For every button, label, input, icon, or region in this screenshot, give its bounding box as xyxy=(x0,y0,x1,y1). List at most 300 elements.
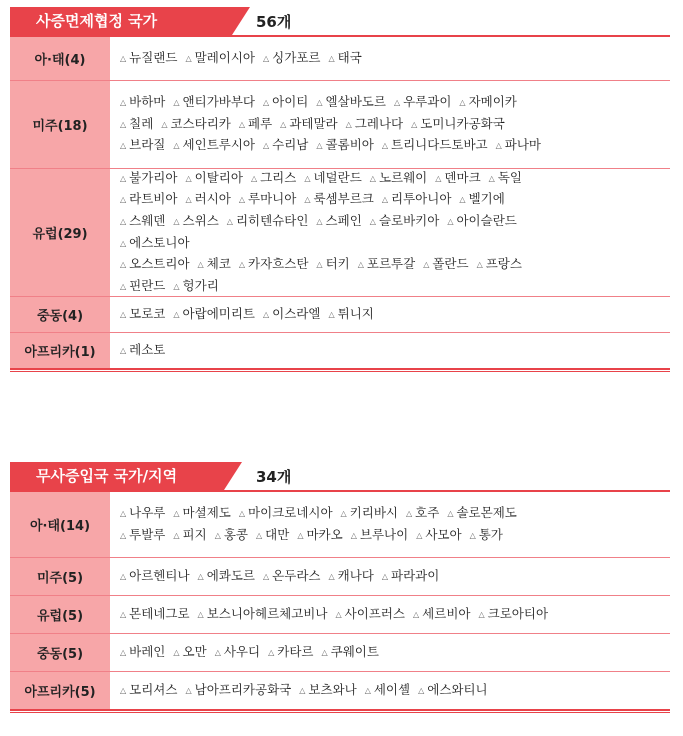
triangle-bullet-icon: △ xyxy=(393,98,401,108)
country-name: 보스니아헤르체고비나 xyxy=(206,605,328,621)
triangle-bullet-icon: △ xyxy=(268,647,275,657)
country-name: 이스라엘 xyxy=(272,305,321,321)
country-item xyxy=(120,92,165,114)
country-item xyxy=(489,168,522,190)
country-item xyxy=(346,114,403,136)
region-label: 아·태(14) xyxy=(10,492,110,557)
country-name: 남아프리카공화국 xyxy=(194,681,292,697)
triangle-bullet-icon: △ xyxy=(185,53,192,63)
country-name: 몬테네그로 xyxy=(129,605,190,621)
country-item xyxy=(198,566,255,588)
country-table xyxy=(10,37,670,369)
country-name: 과테말라 xyxy=(289,115,338,131)
country-item xyxy=(316,254,349,276)
section-header xyxy=(10,7,670,35)
country-item xyxy=(198,604,328,626)
country-name: 카타르 xyxy=(277,643,314,659)
triangle-bullet-icon: △ xyxy=(173,216,180,226)
country-item xyxy=(120,135,165,157)
visa-waiver-agreement-section xyxy=(10,7,670,373)
triangle-bullet-icon: △ xyxy=(316,141,323,151)
country-item xyxy=(365,680,410,702)
country-name: 아이슬란드 xyxy=(456,212,517,228)
country-item xyxy=(173,135,255,157)
triangle-bullet-icon: △ xyxy=(173,647,180,657)
country-item xyxy=(173,276,218,298)
triangle-bullet-icon: △ xyxy=(214,530,221,540)
triangle-bullet-icon: △ xyxy=(120,309,127,319)
country-name: 파나마 xyxy=(504,137,542,153)
triangle-bullet-icon: △ xyxy=(478,609,485,619)
country-name: 세인트루시아 xyxy=(182,137,255,153)
country-list xyxy=(110,558,670,595)
triangle-bullet-icon: △ xyxy=(238,260,246,270)
country-item xyxy=(394,92,451,114)
country-item xyxy=(316,135,373,157)
country-name: 아랍에미리트 xyxy=(182,305,255,321)
triangle-bullet-icon: △ xyxy=(185,173,192,183)
triangle-bullet-icon: △ xyxy=(173,98,180,108)
triangle-bullet-icon: △ xyxy=(381,195,389,205)
country-name: 콜롬비아 xyxy=(325,137,374,153)
country-list xyxy=(110,596,670,633)
country-item xyxy=(413,604,470,626)
country-name: 헝가리 xyxy=(182,277,219,293)
country-name: 스위스 xyxy=(182,212,219,228)
country-item xyxy=(477,254,522,276)
country-name: 불가리아 xyxy=(129,169,178,185)
country-item xyxy=(335,604,405,626)
country-name: 에스와티니 xyxy=(427,681,488,697)
country-item xyxy=(185,680,291,702)
triangle-bullet-icon: △ xyxy=(299,685,306,695)
country-item xyxy=(416,525,461,547)
triangle-bullet-icon: △ xyxy=(263,571,270,581)
triangle-bullet-icon: △ xyxy=(488,173,495,183)
country-name: 레소토 xyxy=(129,341,166,357)
table-end-rule xyxy=(10,369,670,373)
region-row xyxy=(10,634,670,672)
country-name: 터키 xyxy=(325,256,350,272)
country-name: 세르비아 xyxy=(422,605,471,621)
triangle-bullet-icon: △ xyxy=(340,508,347,518)
country-name: 이탈리아 xyxy=(194,169,243,185)
triangle-bullet-icon: △ xyxy=(369,173,376,183)
country-item xyxy=(120,642,165,664)
triangle-bullet-icon: △ xyxy=(173,530,180,540)
country-item xyxy=(120,604,190,626)
region-row xyxy=(10,672,670,709)
country-name: 싱가포르 xyxy=(272,49,321,65)
country-item xyxy=(161,114,231,136)
country-item xyxy=(173,525,206,547)
country-item xyxy=(263,135,308,157)
triangle-bullet-icon: △ xyxy=(238,119,246,129)
region-row xyxy=(10,37,670,81)
country-name: 덴마크 xyxy=(444,169,481,185)
country-name: 카자흐스탄 xyxy=(248,256,309,272)
triangle-bullet-icon: △ xyxy=(357,260,364,270)
region-label: 아프리카(1) xyxy=(10,333,110,368)
country-name: 튀니지 xyxy=(337,305,374,321)
country-item xyxy=(435,168,480,190)
country-item xyxy=(304,168,361,190)
section-count: 56개 xyxy=(256,13,292,31)
country-item xyxy=(370,168,427,190)
country-item xyxy=(120,211,165,233)
triangle-bullet-icon: △ xyxy=(120,195,127,205)
triangle-bullet-icon: △ xyxy=(120,508,127,518)
country-name: 수리남 xyxy=(272,137,309,153)
country-item xyxy=(268,642,313,664)
region-row xyxy=(10,558,670,596)
country-item xyxy=(263,566,320,588)
country-name: 노르웨이 xyxy=(378,169,428,185)
country-name: 호주 xyxy=(415,504,440,520)
triangle-bullet-icon: △ xyxy=(250,173,258,183)
country-name: 러시아 xyxy=(194,191,231,207)
country-item xyxy=(496,135,541,157)
country-item xyxy=(215,525,248,547)
country-name: 자메이카 xyxy=(468,94,517,110)
country-item xyxy=(411,114,505,136)
region-label: 미주(18) xyxy=(10,81,110,168)
country-table xyxy=(10,492,670,710)
country-item xyxy=(239,114,272,136)
country-name: 말레이시아 xyxy=(194,49,256,65)
country-name: 사우디 xyxy=(223,643,261,659)
triangle-bullet-icon: △ xyxy=(120,173,127,183)
country-list xyxy=(110,81,670,168)
country-name: 에스토니아 xyxy=(129,234,190,250)
triangle-bullet-icon: △ xyxy=(120,119,127,129)
table-end-rule xyxy=(10,710,670,714)
triangle-bullet-icon: △ xyxy=(435,173,442,183)
country-name: 브루나이 xyxy=(359,526,409,542)
triangle-bullet-icon: △ xyxy=(173,309,180,319)
country-list xyxy=(110,333,670,368)
country-name: 네덜란드 xyxy=(313,169,362,185)
triangle-bullet-icon: △ xyxy=(316,98,323,108)
country-name: 앤티가바부다 xyxy=(182,94,255,110)
triangle-bullet-icon: △ xyxy=(214,647,221,657)
country-item xyxy=(370,211,440,233)
country-item xyxy=(459,189,504,211)
country-name: 키리바시 xyxy=(349,504,399,520)
country-item xyxy=(304,189,374,211)
country-name: 스웨덴 xyxy=(129,212,166,228)
region-row xyxy=(10,81,670,169)
triangle-bullet-icon: △ xyxy=(185,685,192,695)
country-name: 브라질 xyxy=(129,137,166,153)
country-item xyxy=(351,525,408,547)
triangle-bullet-icon: △ xyxy=(120,647,127,657)
triangle-bullet-icon: △ xyxy=(328,309,335,319)
country-item xyxy=(120,566,190,588)
country-list xyxy=(110,672,670,709)
country-name: 그레나다 xyxy=(354,115,404,131)
triangle-bullet-icon: △ xyxy=(476,260,483,270)
region-label: 유럽(29) xyxy=(10,169,110,296)
triangle-bullet-icon: △ xyxy=(328,571,335,581)
triangle-bullet-icon: △ xyxy=(495,141,502,151)
triangle-bullet-icon: △ xyxy=(256,530,263,540)
country-item xyxy=(328,566,373,588)
triangle-bullet-icon: △ xyxy=(304,173,311,183)
country-item xyxy=(263,48,320,70)
country-item xyxy=(328,48,361,70)
region-row xyxy=(10,169,670,297)
country-name: 아이티 xyxy=(272,94,309,110)
region-label: 아프리카(5) xyxy=(10,672,110,709)
country-item xyxy=(280,114,337,136)
country-name: 아르헨티나 xyxy=(129,567,190,583)
country-item xyxy=(418,680,488,702)
region-row xyxy=(10,297,670,333)
country-item xyxy=(120,48,177,70)
region-row xyxy=(10,492,670,558)
triangle-bullet-icon: △ xyxy=(173,281,180,291)
country-name: 태국 xyxy=(337,49,362,65)
section-count: 34개 xyxy=(256,468,292,486)
country-item xyxy=(227,211,309,233)
country-name: 나우루 xyxy=(129,504,166,520)
country-item xyxy=(120,276,165,298)
country-name: 포르투갈 xyxy=(366,256,416,272)
country-item xyxy=(120,254,190,276)
country-item xyxy=(256,525,289,547)
section-title: 무사증입국 국가/지역 xyxy=(10,462,224,490)
country-item xyxy=(173,304,255,326)
country-name: 대만 xyxy=(265,526,290,542)
country-name: 마이크로네시아 xyxy=(248,504,333,520)
country-name: 엘살바도르 xyxy=(325,94,386,110)
triangle-bullet-icon: △ xyxy=(197,571,204,581)
region-label: 아·태(4) xyxy=(10,37,110,80)
country-item xyxy=(239,189,296,211)
country-item xyxy=(321,642,378,664)
triangle-bullet-icon: △ xyxy=(369,216,376,226)
country-item xyxy=(328,304,373,326)
country-name: 피지 xyxy=(182,526,207,542)
triangle-bullet-icon: △ xyxy=(238,195,246,205)
triangle-bullet-icon: △ xyxy=(350,530,357,540)
country-name: 프랑스 xyxy=(485,256,522,272)
country-item xyxy=(120,503,165,525)
section-title: 사증면제협정 국가 xyxy=(10,7,232,35)
country-item xyxy=(382,135,488,157)
country-name: 에콰도르 xyxy=(206,567,256,583)
country-name: 슬로바키아 xyxy=(378,212,440,228)
triangle-bullet-icon: △ xyxy=(316,216,323,226)
country-item xyxy=(185,168,242,190)
region-row xyxy=(10,333,670,368)
country-item xyxy=(120,114,153,136)
country-item xyxy=(173,642,206,664)
country-item xyxy=(251,168,296,190)
country-item xyxy=(173,211,218,233)
country-name: 오만 xyxy=(182,643,207,659)
country-name: 우루과이 xyxy=(403,94,452,110)
triangle-bullet-icon: △ xyxy=(120,216,127,226)
country-name: 오스트리아 xyxy=(129,256,190,272)
triangle-bullet-icon: △ xyxy=(459,98,466,108)
triangle-bullet-icon: △ xyxy=(423,260,430,270)
country-name: 루마니아 xyxy=(248,191,297,207)
country-name: 코스타리카 xyxy=(170,115,231,131)
country-name: 마셜제도 xyxy=(182,504,231,520)
triangle-bullet-icon: △ xyxy=(120,571,127,581)
triangle-bullet-icon: △ xyxy=(173,141,180,151)
triangle-bullet-icon: △ xyxy=(459,195,466,205)
country-name: 독일 xyxy=(497,169,522,185)
section-header xyxy=(10,462,670,490)
country-name: 트리니다드토바고 xyxy=(391,137,488,153)
country-item xyxy=(341,503,398,525)
country-item xyxy=(239,254,309,276)
country-name: 도미니카공화국 xyxy=(420,115,505,131)
triangle-bullet-icon: △ xyxy=(120,281,127,291)
country-item xyxy=(120,189,177,211)
country-list xyxy=(110,297,670,332)
visa-free-entry-section xyxy=(10,462,670,714)
country-item xyxy=(299,680,356,702)
triangle-bullet-icon: △ xyxy=(120,260,127,270)
region-label: 미주(5) xyxy=(10,558,110,595)
triangle-bullet-icon: △ xyxy=(447,508,454,518)
triangle-bullet-icon: △ xyxy=(120,530,127,540)
triangle-bullet-icon: △ xyxy=(197,260,204,270)
country-name: 핀란드 xyxy=(129,277,166,293)
country-name: 폴란드 xyxy=(432,256,469,272)
country-name: 보츠와나 xyxy=(308,681,357,697)
country-item xyxy=(470,525,503,547)
country-name: 체코 xyxy=(206,256,231,272)
country-item xyxy=(406,503,439,525)
country-name: 스페인 xyxy=(325,212,362,228)
country-name: 사이프러스 xyxy=(344,605,406,621)
country-name: 바하마 xyxy=(129,94,166,110)
triangle-bullet-icon: △ xyxy=(263,98,270,108)
triangle-bullet-icon: △ xyxy=(364,685,371,695)
triangle-bullet-icon: △ xyxy=(120,685,127,695)
country-item xyxy=(120,680,177,702)
country-name: 파라과이 xyxy=(391,567,440,583)
country-item xyxy=(198,254,231,276)
country-list xyxy=(110,634,670,671)
region-label: 중동(5) xyxy=(10,634,110,671)
country-item xyxy=(120,233,190,255)
country-name: 쿠웨이트 xyxy=(330,643,379,659)
triangle-bullet-icon: △ xyxy=(263,141,270,151)
region-label: 중동(4) xyxy=(10,297,110,332)
country-name: 칠레 xyxy=(129,115,154,131)
country-item xyxy=(263,304,320,326)
triangle-bullet-icon: △ xyxy=(120,53,127,63)
triangle-bullet-icon: △ xyxy=(381,571,389,581)
country-item xyxy=(120,525,165,547)
region-row xyxy=(10,596,670,634)
country-item xyxy=(478,604,548,626)
triangle-bullet-icon: △ xyxy=(304,195,311,205)
country-item xyxy=(120,340,165,362)
country-name: 온두라스 xyxy=(272,567,321,583)
triangle-bullet-icon: △ xyxy=(173,508,180,518)
triangle-bullet-icon: △ xyxy=(413,609,420,619)
triangle-bullet-icon: △ xyxy=(280,119,287,129)
country-list xyxy=(110,169,670,296)
country-item xyxy=(185,48,255,70)
triangle-bullet-icon: △ xyxy=(197,609,204,619)
country-item xyxy=(447,211,517,233)
triangle-bullet-icon: △ xyxy=(321,647,328,657)
country-item xyxy=(120,304,165,326)
triangle-bullet-icon: △ xyxy=(120,345,127,355)
country-name: 솔로몬제도 xyxy=(456,504,517,520)
country-item xyxy=(447,503,517,525)
triangle-bullet-icon: △ xyxy=(469,530,476,540)
triangle-bullet-icon: △ xyxy=(120,141,127,151)
country-name: 룩셈부르크 xyxy=(313,191,374,207)
country-name: 라트비아 xyxy=(129,191,178,207)
triangle-bullet-icon: △ xyxy=(335,609,342,619)
triangle-bullet-icon: △ xyxy=(416,530,423,540)
country-name: 벨기에 xyxy=(468,191,505,207)
triangle-bullet-icon: △ xyxy=(345,119,352,129)
country-item xyxy=(173,92,255,114)
country-item xyxy=(358,254,415,276)
country-name: 모로코 xyxy=(129,305,166,321)
country-name: 통가 xyxy=(478,526,503,542)
triangle-bullet-icon: △ xyxy=(238,508,246,518)
country-name: 투발루 xyxy=(129,526,166,542)
country-item xyxy=(423,254,468,276)
country-name: 리히텐슈타인 xyxy=(235,212,309,228)
country-name: 페루 xyxy=(248,115,273,131)
country-name: 뉴질랜드 xyxy=(129,49,178,65)
triangle-bullet-icon: △ xyxy=(381,141,389,151)
country-list xyxy=(110,492,670,557)
triangle-bullet-icon: △ xyxy=(316,260,323,270)
country-name: 사모아 xyxy=(425,526,462,542)
country-item xyxy=(239,503,333,525)
country-name: 크로아티아 xyxy=(487,605,549,621)
triangle-bullet-icon: △ xyxy=(263,309,270,319)
triangle-bullet-icon: △ xyxy=(120,98,127,108)
country-name: 세이셸 xyxy=(373,681,411,697)
country-item xyxy=(382,189,452,211)
country-name: 홍콩 xyxy=(223,526,249,542)
triangle-bullet-icon: △ xyxy=(328,53,335,63)
triangle-bullet-icon: △ xyxy=(226,216,233,226)
country-item xyxy=(263,92,308,114)
country-item xyxy=(297,525,342,547)
triangle-bullet-icon: △ xyxy=(120,609,127,619)
country-item xyxy=(120,168,177,190)
triangle-bullet-icon: △ xyxy=(297,530,304,540)
country-name: 리투아니아 xyxy=(391,191,452,207)
country-item xyxy=(185,189,230,211)
country-item xyxy=(316,211,361,233)
country-name: 캐나다 xyxy=(337,567,374,583)
country-item xyxy=(173,503,230,525)
country-item xyxy=(459,92,516,114)
triangle-bullet-icon: △ xyxy=(263,53,270,63)
country-item xyxy=(215,642,260,664)
triangle-bullet-icon: △ xyxy=(418,685,425,695)
triangle-bullet-icon: △ xyxy=(185,195,192,205)
country-item xyxy=(382,566,439,588)
